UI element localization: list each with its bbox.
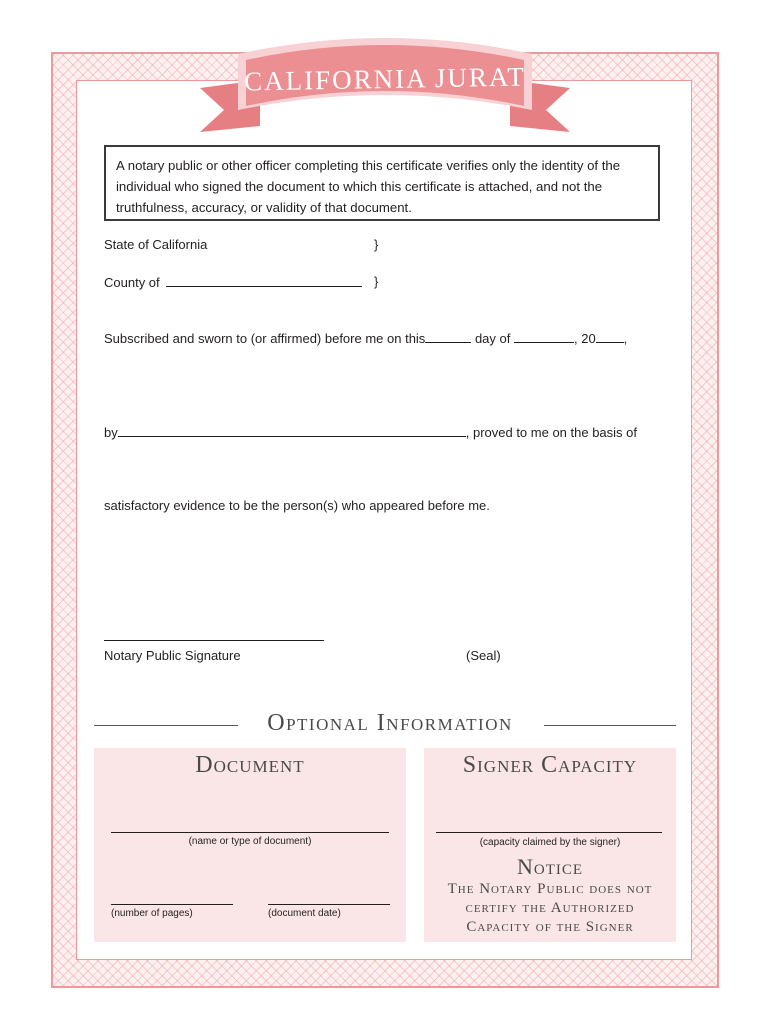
pages-label: (number of pages) — [111, 908, 193, 919]
notice-line-3: Capacity of the Signer — [466, 919, 634, 935]
county-field[interactable] — [166, 274, 362, 287]
ribbon-subtitle: Certificate — [350, 96, 420, 108]
proved-text: , proved to me on the basis of — [465, 425, 638, 440]
document-panel — [94, 748, 406, 942]
signer-capacity-title: Signer Capacity — [462, 752, 638, 778]
signature-label: Notary Public Signature — [104, 648, 241, 663]
optional-title: Optional Information — [267, 710, 513, 736]
signature-line[interactable] — [104, 640, 324, 641]
year-field[interactable] — [596, 330, 624, 343]
document-title: Document — [195, 752, 305, 778]
title-ribbon — [190, 28, 580, 138]
by-label: by — [104, 425, 118, 440]
disclaimer-box: A notary public or other officer completing this certificate verifies only the identity of the individual who signed the document to which this certificate is attached, and not the truthfulness, accuracy, or validity of that document. — [104, 145, 660, 221]
seal-label: (Seal) — [466, 648, 501, 663]
document-name-label: (name or type of document) — [188, 836, 312, 847]
notice-line-1: The Notary Public does not — [447, 881, 653, 897]
county-row — [104, 274, 362, 290]
notice-text — [424, 880, 676, 937]
county-brace: } — [374, 274, 379, 289]
year-prefix: , 20 — [573, 331, 596, 346]
jurat-line-1 — [104, 330, 627, 346]
document-date-line[interactable] — [268, 904, 390, 905]
jurat-line-3: satisfactory evidence to be the person(s) who appeared before me. — [104, 498, 490, 513]
month-field[interactable] — [514, 330, 574, 343]
day-field[interactable] — [425, 330, 471, 343]
notice-line-2: certify the Authorized — [465, 900, 635, 916]
signer-capacity-panel — [424, 748, 676, 942]
notice-heading: Notice — [516, 854, 584, 879]
capacity-label: (capacity claimed by the signer) — [479, 837, 621, 848]
document-name-line[interactable] — [111, 832, 389, 833]
comma: , — [623, 331, 628, 346]
state-label: State of California — [104, 237, 208, 252]
optional-rule-right — [544, 725, 676, 726]
capacity-line[interactable] — [436, 832, 662, 833]
ribbon-title: CALIFORNIA JURAT — [243, 61, 527, 97]
jurat-line-2 — [104, 424, 637, 440]
document-date-label: (document date) — [268, 908, 341, 919]
county-label: County of — [104, 275, 160, 290]
pages-line[interactable] — [111, 904, 233, 905]
optional-rule-left — [94, 725, 238, 726]
signer-name-field[interactable] — [118, 424, 466, 437]
state-brace: } — [374, 237, 379, 252]
jurat-text-1: Subscribed and sworn to (or affirmed) before me on this — [104, 331, 426, 346]
day-of-label: day of — [474, 331, 511, 346]
